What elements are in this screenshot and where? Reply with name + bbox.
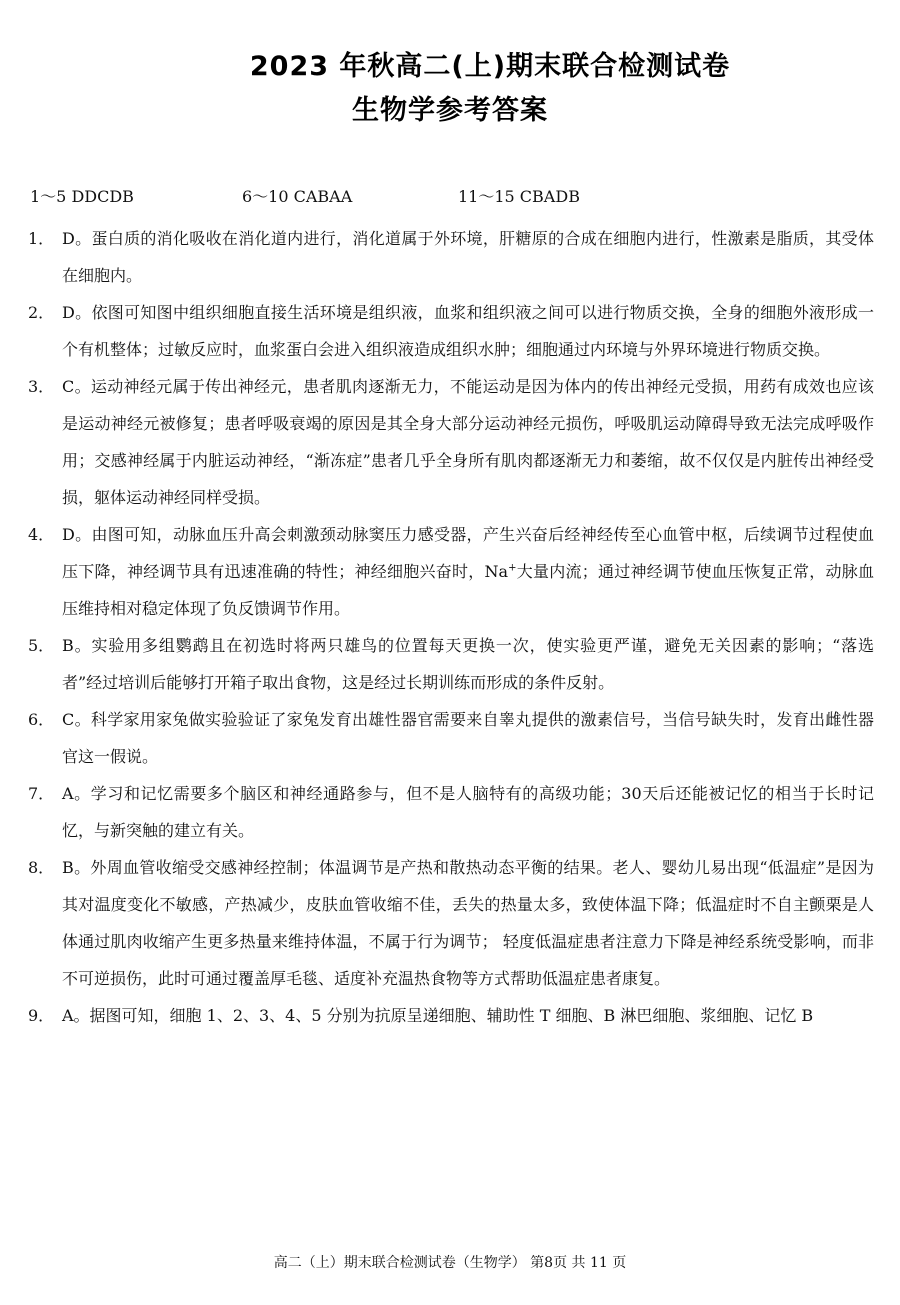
item-text: B。外周血管收缩受交感神经控制；体温调节是产热和散热动态平衡的结果。老人、婴幼儿易出现“低温症”是因为其对温度变化不敏感，产热减少，皮肤血管收缩不佳，丢失的热量太多，致使体温下降；低温症时不自主颤栗是人体通过肌肉收缩产生更多热量来维持体温，不属于行为调节； 轻度低温症患者注意力下降是神经系统受影响，而非不可逆损伤，此时可通过覆盖厚毛毯、适度补充温热食物等方式帮助低温症患者康复。 [62, 858, 874, 988]
page-footer: 高二（上）期末联合检测试卷（生物学） 第8页 共 11 页 [273, 1255, 627, 1271]
explanations-list [0, 220, 900, 1034]
item-text: A。学习和记忆需要多个脑区和神经通路参与，但不是人脑特有的高级功能；30天后还能被记忆的相当于长时记忆，与新突触的建立有关。 [62, 784, 874, 840]
item-number: 8． [28, 858, 55, 877]
answer-key-1-5: 1～5 DDCDB [30, 187, 134, 206]
ion-charge-superscript: + [508, 562, 517, 574]
page-title: 2023 年秋高二(上)期末联合检测试卷 [249, 51, 731, 82]
answer-key-11-15: 11～15 CBADB [458, 187, 580, 206]
item-text-part-b: 大量内流；通过神经调节使血压恢复正常，动脉血压维持相对稳定体现了负反馈调节作用。 [62, 562, 874, 618]
explanation-item-8 [0, 849, 900, 997]
item-text: D。依图可知图中组织细胞直接生活环境是组织液，血浆和组织液之间可以进行物质交换，全身的细胞外液形成一个有机整体；过敏反应时，血浆蛋白会进入组织液造成组织水肿；细胞通过内环境与外界环境进行物质交换。 [62, 303, 874, 359]
item-number: 2． [28, 303, 55, 322]
item-number: 9． [28, 1006, 55, 1025]
item-number: 1． [28, 229, 55, 248]
answer-key-6-10: 6～10 CABAA [242, 187, 353, 206]
item-number: 7． [28, 784, 55, 803]
item-number: 3． [28, 377, 55, 396]
explanation-item-7 [0, 775, 900, 849]
explanation-item-4 [0, 516, 900, 627]
item-number: 5． [28, 636, 55, 655]
item-number: 4． [28, 525, 55, 544]
explanation-item-1 [0, 220, 900, 294]
item-text [62, 516, 874, 627]
item-text: D。蛋白质的消化吸收在消化道内进行，消化道属于外环境，肝糖原的合成在细胞内进行，性激素是脂质，其受体在细胞内。 [62, 229, 874, 285]
item-text-part-a: D。由图可知，动脉血压升高会刺激颈动脉窦压力感受器，产生兴奋后经神经传至心血管中枢，后续调节过程使血压下降，神经调节具有迅速准确的特性；神经细胞兴奋时，Na [62, 525, 874, 581]
item-text: C。运动神经元属于传出神经元，患者肌肉逐渐无力，不能运动是因为体内的传出神经元受损，用药有成效也应该是运动神经元被修复；患者呼吸衰竭的原因是其全身大部分运动神经元损伤，呼吸肌运动障碍导致无法完成呼吸作用；交感神经属于内脏运动神经，“渐冻症”患者几乎全身所有肌肉都逐渐无力和萎缩，故不仅仅是内脏传出神经受损，躯体运动神经同样受损。 [62, 377, 874, 507]
item-number: 6． [28, 710, 55, 729]
explanation-item-9 [0, 997, 900, 1034]
item-text: C。科学家用家兔做实验验证了家兔发育出雄性器官需要来自睾丸提供的激素信号，当信号缺失时，发育出雌性器官这一假说。 [62, 710, 874, 766]
explanation-item-5 [0, 627, 900, 701]
explanation-item-3 [0, 368, 900, 516]
page-subtitle: 生物学参考答案 [352, 95, 548, 126]
item-text: A。据图可知，细胞 1、2、3、4、5 分别为抗原呈递细胞、辅助性 T 细胞、B 淋巴细胞、浆细胞、记忆 B [62, 1006, 814, 1025]
item-text: B。实验用多组鹦鹉且在初选时将两只雄鸟的位置每天更换一次，使实验更严谨，避免无关因素的影响；“落选者”经过培训后能够打开箱子取出食物，这是经过长期训练而形成的条件反射。 [62, 636, 874, 692]
explanation-item-6 [0, 701, 900, 775]
explanation-item-2 [0, 294, 900, 368]
